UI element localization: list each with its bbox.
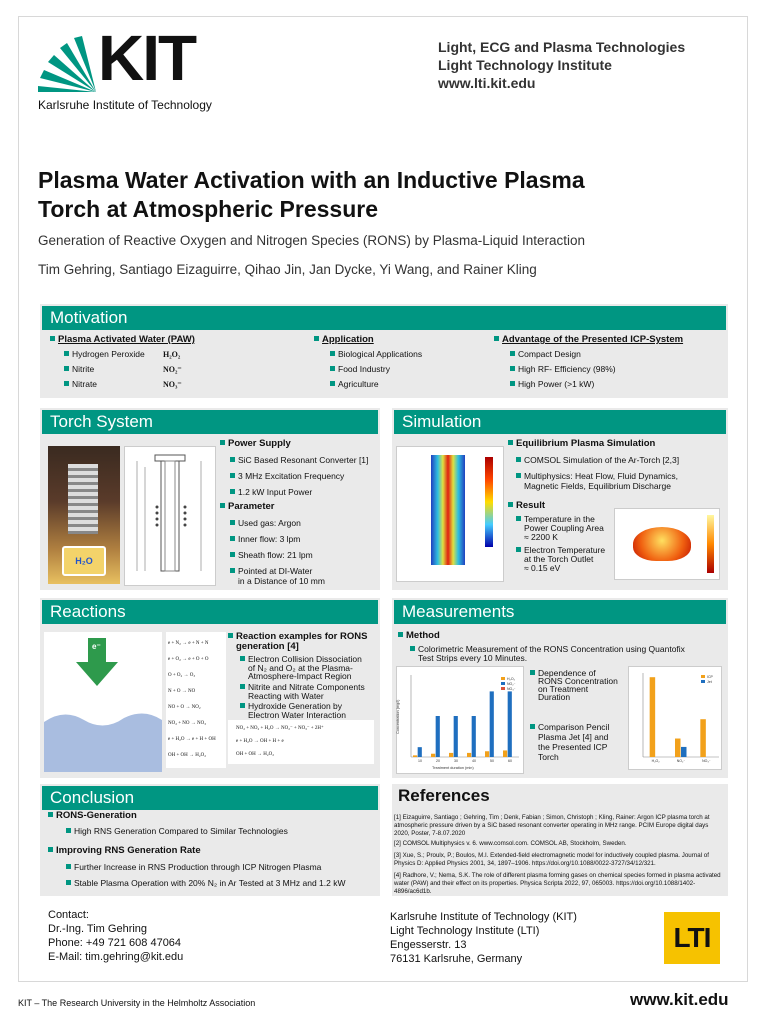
tick-label-5: 60 <box>508 759 512 763</box>
app-item-1: Biological Applications <box>330 349 422 359</box>
bar-0-0 <box>650 677 656 757</box>
electron-label: e⁻ <box>92 642 101 651</box>
poster-authors: Tim Gehring, Santiago Eizaguirre, Qihao Jin, Jan Dycke, Yi Wang, and Rainer Kling <box>38 262 537 277</box>
torch-schematic <box>124 446 216 586</box>
legend-label-0: ICP <box>707 675 713 679</box>
reference-2: [2] COMSOL Multiphysics v. 6. www.comsol.com. COMSOL AB, Stockholm, Sweden. <box>394 840 627 847</box>
references-heading: References <box>398 786 490 805</box>
reaction-equations-left <box>166 632 226 768</box>
dept-line-1: Light, ECG and Plasma Technologies <box>438 39 686 55</box>
address-line-3: Engesserstr. 13 <box>390 939 467 951</box>
bar-4-1 <box>490 691 494 757</box>
tick-label-0: 10 <box>418 759 422 763</box>
reaction-illustration <box>44 632 162 772</box>
tick-label-2: NO₃⁻ <box>702 759 711 763</box>
sim-3d-plot <box>614 508 720 580</box>
bar-0-0 <box>413 755 417 757</box>
result-title: Result <box>508 500 545 511</box>
sim-cylinder <box>431 455 465 565</box>
comparison-chart <box>628 666 722 770</box>
power-item-2: 3 MHz Excitation Frequency <box>230 471 344 481</box>
title-line-1: Plasma Water Activation with an Inductive Plasma <box>38 167 585 193</box>
formula-no3: NO₃⁻ <box>163 380 182 389</box>
conclusion-item-2: Further Increase in RNS Production through ICP Nitrogen Plasma <box>66 862 321 872</box>
formula-h2o2: H₂O₂ <box>163 350 181 359</box>
tick-label-3: 40 <box>472 759 476 763</box>
reaction-item-3: Hydroxide Generation by Electron Water Interaction <box>240 702 346 719</box>
eq-5: NO + O → NO₂ <box>168 705 201 710</box>
bar-5-1 <box>508 691 512 757</box>
kit-fan-icon <box>36 30 96 92</box>
power-item-1: SiC Based Resonant Converter [1] <box>230 455 368 465</box>
param-item-1: Used gas: Argon <box>230 518 301 528</box>
sim-colorbar <box>485 457 493 547</box>
reference-1: [1] Eizaguirre, Santiago ; Gehring, Tim ; Denk, Fabian ; Simon, Christoph ; Kling, Rainer: Argon ICP plasma torch at atmospheric pressure driven by a SiC based resonant converter operating in MHz range. PCIM Europe digital days 2020, Poster, 7-8.07.2020 <box>394 814 710 837</box>
dependence-item: Dependence of RONS Concentration on Treatment Duration <box>530 669 618 701</box>
bar-1-1 <box>681 747 687 757</box>
lti-logo: LTI <box>664 912 720 964</box>
sim-item-2: Multiphysics: Heat Flow, Fluid Dynamics, Magnetic Fields, Equilibrium Discharge <box>516 471 678 491</box>
address-block <box>390 910 577 966</box>
address-line-4: 76131 Karlsruhe, Germany <box>390 953 523 965</box>
paw-item-1: Hydrogen Peroxide <box>64 349 145 359</box>
chart1-xlabel: Treatment duration (min) <box>432 766 474 770</box>
reaction-item-1: Electron Collision Dissociation of N₂ and O₂ at the Plasma- Atmosphere-Impact Region <box>240 655 362 681</box>
bar-1-0 <box>675 739 681 757</box>
param-item-3: Sheath flow: 21 lpm <box>230 550 313 560</box>
contact-label: Contact: <box>48 909 89 921</box>
poster-subtitle: Generation of Reactive Oxygen and Nitrogen Species (RONS) by Plasma-Liquid Interaction <box>38 233 586 248</box>
torch-heading: Torch System <box>42 410 378 434</box>
poster-title <box>38 166 585 224</box>
comparison-item: Comparison Pencil Plasma Jet [4] and the Presented ICP Torch <box>530 722 609 762</box>
paw-title: Plasma Activated Water (PAW) <box>50 334 195 345</box>
adv-item-1: Compact Design <box>510 349 581 359</box>
address-line-1: Karlsruhe Institute of Technology (KIT) <box>390 911 577 923</box>
sim-3d-colorbar <box>707 515 714 573</box>
bar-4-0 <box>485 751 489 757</box>
reactions-heading: Reactions <box>42 600 378 624</box>
eq-r3: OH + OH → H₂O₂ <box>236 752 274 757</box>
measurements-heading: Measurements <box>394 600 726 624</box>
result-item-2: Electron Temperature at the Torch Outlet ≈ 0.15 eV <box>516 546 605 573</box>
address-line-2: Light Technology Institute (LTI) <box>390 925 540 937</box>
conclusion-item-1: High RNS Generation Compared to Similar Technologies <box>66 826 288 836</box>
legend-swatch-0 <box>701 675 705 678</box>
legend-swatch-0 <box>501 677 505 680</box>
reaction-equations-right <box>228 720 374 764</box>
reference-4: [4] Radhore, V.; Nema, S.K. The role of different plasma forming gases on chemical species formed in plasma activated water (PAW) and their effect on its properties. Physica Scripta 2022, 97, 065003. https://doi.org/10.1088/1402-4896/ac6d1b. <box>394 872 721 895</box>
paw-item-3: Nitrate <box>64 379 97 389</box>
legend-swatch-1 <box>501 682 505 685</box>
method-title: Method <box>398 630 440 641</box>
formula-no2: NO₂⁻ <box>163 365 182 374</box>
bar-3-0 <box>467 753 471 757</box>
eq-6: NO₂ + NO → NO₃ <box>168 721 206 726</box>
legend-label-2: NO₃⁻ <box>507 687 516 691</box>
method-item: Colorimetric Measurement of the RONS Concentration using Quantofix Test Strips every 10 Minutes. <box>410 645 685 662</box>
tick-label-1: 20 <box>436 759 440 763</box>
conclusion-heading: Conclusion <box>42 786 378 810</box>
reaction-item-2: Nitrite and Nitrate Components Reacting with Water <box>240 683 365 700</box>
app-item-3: Agriculture <box>330 379 379 389</box>
bar-1-0 <box>431 754 435 757</box>
tick-label-2: 30 <box>454 759 458 763</box>
tick-label-0: H₂O₂ <box>651 759 660 763</box>
power-supply-title: Power Supply <box>220 438 291 449</box>
eq-3: O + O₂ → O₃ <box>168 673 196 678</box>
contact-name: Dr.-Ing. Tim Gehring <box>48 923 148 935</box>
eq-8: OH + OH → H₂O₂ <box>168 753 206 758</box>
parameter-title: Parameter <box>220 501 274 512</box>
sim-dome <box>633 527 691 561</box>
legend-label-0: H₂O₂ <box>507 677 515 681</box>
sim-temperature-plot <box>396 446 504 582</box>
reaction-examples-title: Reaction examples for RONS generation [4] <box>228 632 367 652</box>
eq-1: e + N₂ → e + N + N <box>168 641 209 646</box>
legend-label-1: Jet <box>707 680 712 684</box>
bar-3-1 <box>472 716 476 757</box>
torch-photo <box>48 446 120 584</box>
contact-phone: Phone: +49 721 608 47064 <box>48 937 182 949</box>
title-line-2: Torch at Atmospheric Pressure <box>38 196 378 222</box>
tick-label-1: NO₂⁻ <box>676 759 686 763</box>
conclusion-item-3: Stable Plasma Operation with 20% N₂ in Ar Tested at 3 MHz and 1.2 kW <box>66 878 346 888</box>
reference-3: [3] Xue, S.; Proulx, P.; Boulos, M.I. Extended-field electromagnetic model for inductively coupled plasma. Journal of Physics D: Applied Physics 2001, 34, 1897–1906. https://doi.org/10.1088/0022-3727/34/12/321. <box>394 852 709 867</box>
adv-item-3: High Power (>1 kW) <box>510 379 594 389</box>
improving-title: Improving RNS Generation Rate <box>48 845 201 856</box>
param-item-4: Pointed at DI-Water in a Distance of 10 mm <box>230 566 325 586</box>
bar-5-0 <box>503 750 507 757</box>
reaction-drawing <box>44 632 162 772</box>
header-info <box>438 38 685 92</box>
header-url[interactable]: www.lti.kit.edu <box>438 75 536 91</box>
legend-label-1: NO₂⁻ <box>507 682 516 686</box>
bar-0-1 <box>418 747 422 757</box>
eq-plasma-title: Equilibrium Plasma Simulation <box>508 438 655 449</box>
torch-coil <box>68 464 98 534</box>
footer-url[interactable]: www.kit.edu <box>630 990 729 1009</box>
param-item-2: Inner flow: 3 lpm <box>230 534 300 544</box>
footer-left: KIT – The Research University in the Helmholtz Association <box>18 998 256 1008</box>
chart1-ylabel: Concentration (mg/l) <box>396 699 400 734</box>
contact-block <box>48 908 183 964</box>
rons-generation-title: RONS-Generation <box>48 810 137 821</box>
bar-2-0 <box>449 753 453 757</box>
contact-email[interactable]: E-Mail: tim.gehring@kit.edu <box>48 951 184 963</box>
result-item-1: Temperature in the Power Coupling Area ≈ 2200 K <box>516 515 604 542</box>
rons-duration-chart <box>396 666 524 774</box>
eq-7: e + H₂O → e + H + OH <box>168 737 216 742</box>
eq-4: N + O → NO <box>168 689 196 694</box>
kit-logo-subtitle: Karlsruhe Institute of Technology <box>38 98 212 112</box>
kit-logo-text: KIT <box>98 22 196 94</box>
legend-swatch-2 <box>501 687 505 690</box>
bar-2-0 <box>700 719 706 757</box>
bar-2-1 <box>454 716 458 757</box>
bar-1-1 <box>436 716 440 757</box>
sim-item-1: COMSOL Simulation of the Ar-Torch [2,3] <box>516 455 679 465</box>
water-vessel: H₂O <box>62 546 106 576</box>
adv-item-2: High RF- Efficiency (98%) <box>510 364 616 374</box>
application-title: Application <box>314 334 374 345</box>
motivation-heading: Motivation <box>42 306 726 330</box>
power-item-3: 1.2 kW Input Power <box>230 487 312 497</box>
eq-r1: NO₂ + NO₂ + H₂O → NO₂⁻ + NO₃⁻ + 2H⁺ <box>236 726 324 731</box>
advantage-title: Advantage of the Presented ICP-System <box>494 334 683 345</box>
legend-swatch-1 <box>701 680 705 683</box>
dept-line-2: Light Technology Institute <box>438 57 612 73</box>
eq-r2: e + H₂O → OH + H + e <box>236 739 284 744</box>
eq-2: e + O₂ → e + O + O <box>168 657 209 662</box>
simulation-heading: Simulation <box>394 410 726 434</box>
tick-label-4: 50 <box>490 759 494 763</box>
app-item-2: Food Industry <box>330 364 390 374</box>
paw-item-2: Nitrite <box>64 364 94 374</box>
